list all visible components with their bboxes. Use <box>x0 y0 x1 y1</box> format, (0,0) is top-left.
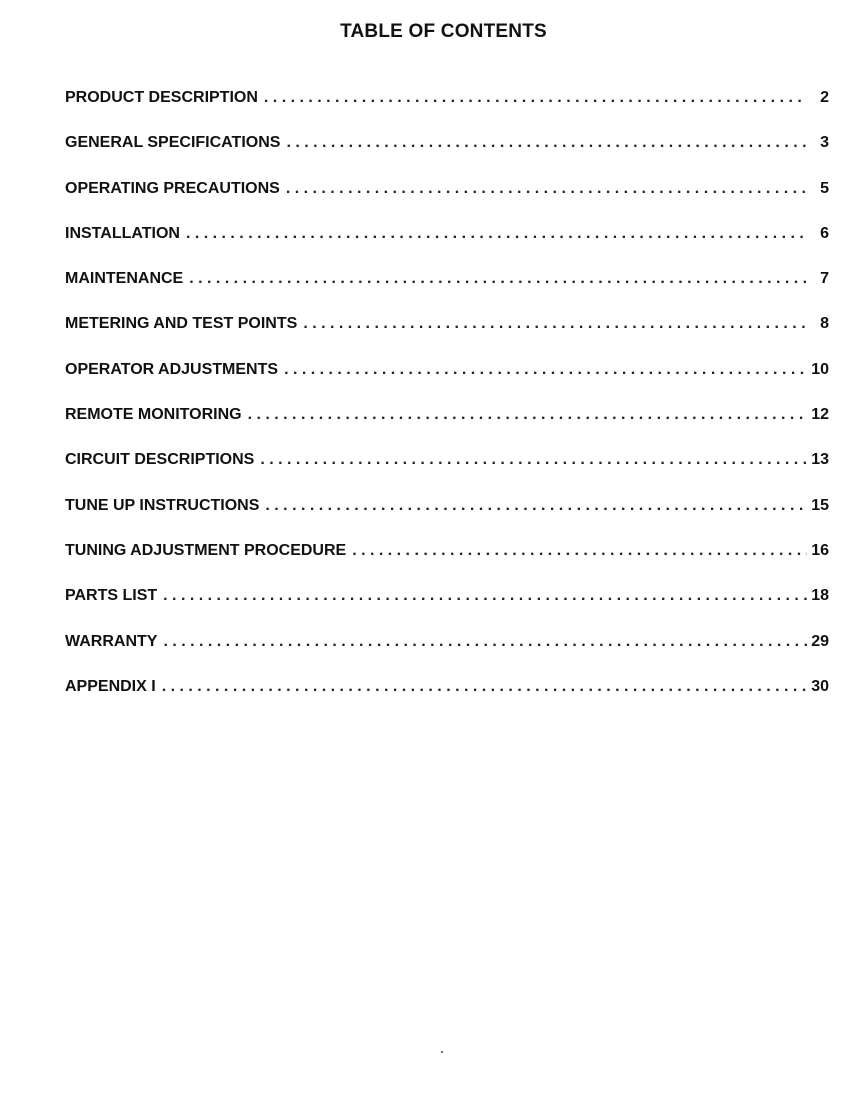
toc-entry <box>65 495 829 540</box>
toc-entry <box>65 540 829 585</box>
toc-dot-leader <box>157 631 807 653</box>
page-title: TABLE OF CONTENTS <box>340 21 547 42</box>
toc-entry-page: 16 <box>811 541 829 559</box>
toc-list <box>65 87 829 721</box>
toc-entry <box>65 449 829 494</box>
toc-dot-leader <box>278 359 807 381</box>
toc-entry-page: 18 <box>811 587 829 605</box>
toc-entry-page: 6 <box>820 224 829 242</box>
toc-entry-page: 8 <box>820 315 829 333</box>
toc-entry-label: PARTS LIST <box>65 587 158 605</box>
toc-entry-page: 7 <box>820 270 829 288</box>
toc-dot-leader <box>183 268 807 290</box>
toc-entry <box>65 313 829 358</box>
toc-entry-page: 30 <box>811 677 829 695</box>
toc-entry-label: OPERATING PRECAUTIONS <box>65 179 280 197</box>
toc-dot-leader <box>242 404 807 426</box>
toc-dot-leader <box>258 87 807 109</box>
toc-entry-page: 5 <box>820 179 829 197</box>
toc-dot-leader <box>297 313 807 335</box>
toc-entry-page: 10 <box>811 360 829 378</box>
toc-dot-leader <box>157 585 807 607</box>
toc-entry-label: TUNING ADJUSTMENT PROCEDURE <box>65 541 347 559</box>
toc-entry <box>65 87 829 132</box>
toc-entry-label: TUNE UP INSTRUCTIONS <box>65 496 260 514</box>
toc-dot-leader <box>254 449 807 471</box>
toc-entry-label: METERING AND TEST POINTS <box>65 315 298 333</box>
toc-entry <box>65 585 829 630</box>
toc-entry-label: OPERATOR ADJUSTMENTS <box>65 360 279 378</box>
toc-entry-label: MAINTENANCE <box>65 270 184 288</box>
toc-entry-label: WARRANTY <box>65 632 158 650</box>
toc-entry <box>65 223 829 268</box>
toc-dot-leader <box>156 676 807 698</box>
toc-entry-page: 15 <box>811 496 829 514</box>
toc-entry <box>65 359 829 404</box>
toc-dot-leader <box>280 132 807 154</box>
toc-entry-page: 12 <box>811 406 829 424</box>
toc-entry-label: PRODUCT DESCRIPTION <box>65 89 258 106</box>
toc-entry-label: REMOTE MONITORING <box>65 406 242 424</box>
toc-entry-page: 3 <box>820 134 829 152</box>
toc-dot-leader <box>180 223 807 245</box>
toc-entry-label: GENERAL SPECIFICATIONS <box>65 134 281 152</box>
toc-entry-page: 29 <box>811 632 829 650</box>
toc-entry-page: 13 <box>811 451 829 469</box>
toc-dot-leader <box>280 178 807 200</box>
toc-entry-label: CIRCUIT DESCRIPTIONS <box>65 451 255 469</box>
toc-dot-leader <box>346 540 807 562</box>
toc-entry <box>65 404 829 449</box>
toc-entry-label: APPENDIX I <box>65 677 156 695</box>
toc-entry <box>65 631 829 676</box>
scan-speck <box>441 1051 443 1053</box>
toc-entry <box>65 178 829 223</box>
toc-entry <box>65 132 829 177</box>
toc-dot-leader <box>259 495 807 517</box>
toc-entry <box>65 676 829 721</box>
toc-entry <box>65 268 829 313</box>
toc-entry-page: 2 <box>820 89 829 106</box>
toc-entry-label: INSTALLATION <box>65 224 180 242</box>
